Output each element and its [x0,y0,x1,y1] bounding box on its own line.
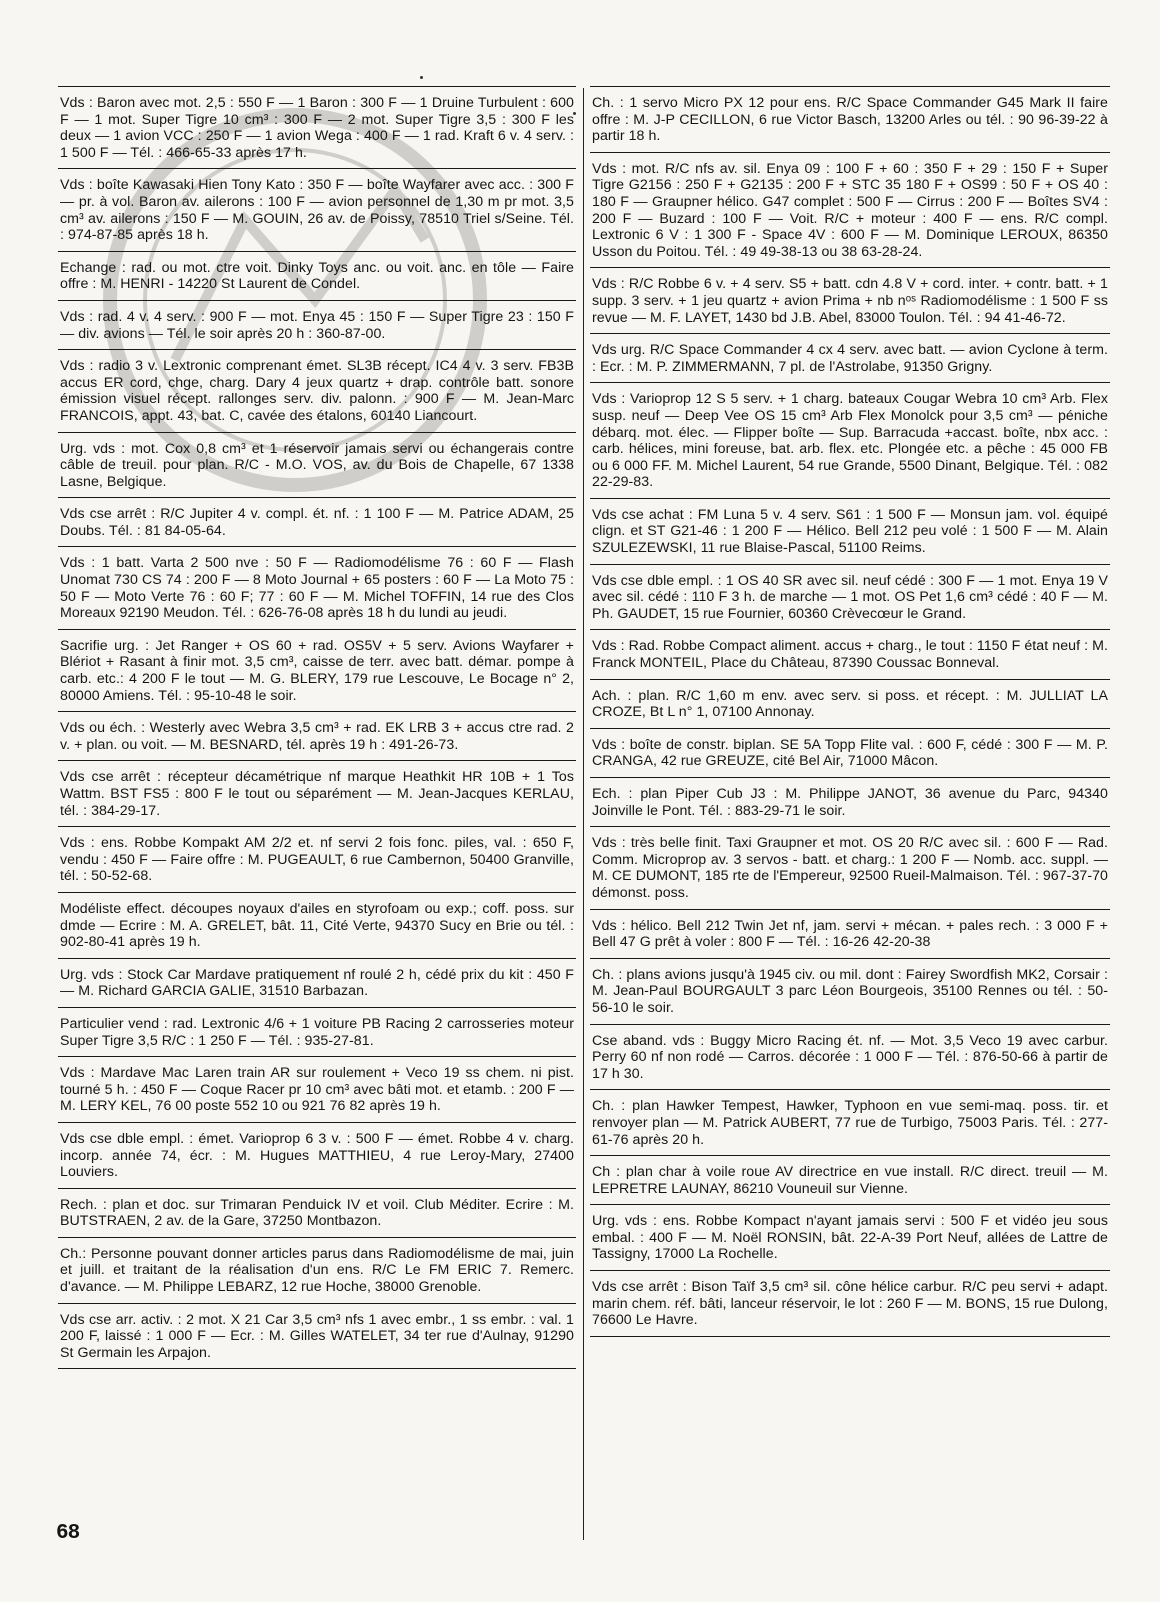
classified-ad: Vds cse arrêt : R/C Jupiter 4 v. compl. ét. nf. : 1 100 F — M. Patrice ADAM, 25 Doubs. Tél. : 81 84-05-64. [58,497,576,546]
classified-ad: Vds : ens. Robbe Kompakt AM 2/2 et. nf servi 2 fois fonc. piles, val. : 650 F, vendu : 450 F — Faire offre : M. PUGEAULT, 6 rue Cambernon, 50400 Granville, tél. : 50-52-68. [58,826,576,892]
classified-ad: Vds : Rad. Robbe Compact aliment. accus + charg., le tout : 1150 F état neuf : M. Franck MONTEIL, Place du Château, 87390 Coussac Bonneval. [590,629,1110,678]
classified-ad: Vds urg. R/C Space Commander 4 cx 4 serv. avec batt. — avion Cyclone à term. : Ecr. : M. P. ZIMMERMANN, 7 pl. de l'Astrolabe, 91350 Grigny. [590,333,1110,382]
classified-ad: Vds : radio 3 v. Lextronic comprenant émet. SL3B récept. IC4 4 v. 3 serv. FB3B accus ER cord, chge, charg. Dary 4 jeux quartz + drap. contrôle batt. sonore émission visuel récept. rallonges serv. div. palonn. : 900 F — M. Jean-Marc FRANCOIS, appt. 43, bat. C, cavée des étalons, 60140 Liancourt. [58,349,576,431]
classified-ad: Ch. : plans avions jusqu'à 1945 civ. ou mil. dont : Fairey Swordfish MK2, Corsair : M. Jean-Paul BOURGAULT 3 parc Léon Bourgeois, 35100 Rennes ou tél. : 50-56-10 le soir. [590,958,1110,1024]
classified-ad: Rech. : plan et doc. sur Trimaran Penduick IV et voil. Club Méditer. Ecrire : M. BUTSTRAEN, 2 av. de la Gare, 37250 Montbazon. [58,1188,576,1237]
right-column [590,86,1110,1337]
classified-ad: Vds : Varioprop 12 S 5 serv. + 1 charg. bateaux Cougar Webra 10 cm³ Arb. Flex susp. neuf — Deep Vee OS 15 cm³ Arb Flex Monolck pour 3,5 cm³ — péniche débarq. mot. élec. — Flipper boîte — Sup. Barracuda +accast. boîte, nbx acc. : carb. hélices, mini foreuse, bat. arb. flex. etc. Plongée etc. a pêche : 45 000 FB ou 6 000 FF. M. Michel Laurent, 54 rue Grande, 5500 Dinant, Belgique. Tél. : 082 22-29-83. [590,382,1110,498]
classified-ad: Vds : mot. R/C nfs av. sil. Enya 09 : 100 F + 60 : 350 F + 29 : 150 F + Super Tigre G2156 : 250 F + G2135 : 200 F + STC 35 180 F + OS99 : 50 F + OS 40 : 180 F — Graupner hélico. G47 complet : 500 F — Cirrus : 200 F — Boîtes SV4 : 200 F — Buzard : 100 F — Voit. R/C + moteur : 400 F — ens. R/C compl. Lextronic 6 V : 1 300 F - Space 4V : 600 F — M. Dominique LEROUX, 86350 Usson du Poitou. Tél. : 49 49-38-13 ou 38 63-28-24. [590,152,1110,268]
column-divider [583,88,584,1540]
classified-ad: Ch.: Personne pouvant donner articles parus dans Radiomodélisme de mai, juin et juill. et traitant de la réalisation d'un ens. R/C Le FM ERIC 7. Remerc. d'avance. — M. Philippe LEBARZ, 12 rue Hoche, 38000 Grenoble. [58,1237,576,1303]
classified-ad: Vds cse dble empl. : 1 OS 40 SR avec sil. neuf cédé : 300 F — 1 mot. Enya 19 V avec sil. cédé : 110 F 3 h. de marche — 1 mot. OS Pet 1,6 cm³ cédé : 40 F — M. Ph. GAUDET, 15 rue Fournier, 60360 Crèvecœur le Grand. [590,564,1110,630]
classified-ad: Vds : boîte de constr. biplan. SE 5A Topp Flite val. : 600 F, cédé : 300 F — M. P. CRANGA, 42 rue GREUZE, cité Bel Air, 71000 Mâcon. [590,728,1110,777]
classified-ad: Vds cse arr. activ. : 2 mot. X 21 Car 3,5 cm³ nfs 1 avec embr., 1 ss embr. : val. 1 200 F, laissé : 1 000 F — Ecr. : M. Gilles WATELET, 34 ter rue d'Aulnay, 91290 St Germain les Arpajon. [58,1303,576,1370]
print-speck [420,76,423,79]
classified-ad: Ch. : 1 servo Micro PX 12 pour ens. R/C Space Commander G45 Mark II faire offre : M. J-P CECILLON, 6 rue Victor Basch, 13200 Arles ou tél. : 90 96-39-22 à partir 18 h. [590,86,1110,152]
classified-ad: Urg. vds : ens. Robbe Kompact n'ayant jamais servi : 500 F et vidéo jeu sous embal. : 400 F — M. Noël RONSIN, bât. 22-A-39 Port Neuf, allées de Lattre de Tassigny, 17000 La Rochelle. [590,1204,1110,1270]
classified-ad: Modéliste effect. découpes noyaux d'ailes en styrofoam ou exp.; coff. poss. sur dmde — Ecrire : M. A. GRELET, bât. 11, Cité Verte, 94370 Sucy en Brie ou tél. : 902-80-41 après 19 h. [58,892,576,958]
classified-ad: Vds : R/C Robbe 6 v. + 4 serv. S5 + batt. cdn 4.8 V + cord. inter. + contr. batt. + 1 supp. 3 serv. + 1 jeu quartz + avion Prima + nb nᵒˢ Radiomodélisme : 1 500 F ss revue — M. F. LAYET, 1430 bd J.B. Abel, 83000 Toulon. Tél. : 94 41-46-72. [590,267,1110,333]
classified-ad: Vds : hélico. Bell 212 Twin Jet nf, jam. servi + mécan. + pales rech. : 3 000 F + Bell 47 G prêt à voler : 800 F — Tél. : 16-26 42-20-38 [590,909,1110,958]
classified-ad: Urg. vds : Stock Car Mardave pratiquement nf roulé 2 h, cédé prix du kit : 450 F — M. Richard GARCIA GALIE, 31510 Barbazan. [58,958,576,1007]
classified-ad: Echange : rad. ou mot. ctre voit. Dinky Toys anc. ou voit. anc. en tôle — Faire offre : M. HENRI - 14220 St Laurent de Condel. [58,251,576,300]
classified-ad: Ach. : plan. R/C 1,60 m env. avec serv. si poss. et récept. : M. JULLIAT LA CROZE, Bt L n° 1, 07100 Annonay. [590,679,1110,728]
page-number: 68 [56,1522,80,1545]
classified-ad: Vds : rad. 4 v. 4 serv. : 900 F — mot. Enya 45 : 150 F — Super Tigre 23 : 150 F — div. avions — Tél. le soir après 20 h : 360-87-00. [58,300,576,349]
classified-ad: Vds cse arrêt : Bison Taïf 3,5 cm³ sil. cône hélice carbur. R/C peu servi + adapt. marin chem. réf. bâti, lanceur réservoir, le lot : 260 F — M. BONS, 15 rue Dulong, 76600 Le Havre. [590,1270,1110,1337]
classified-ad: Vds : Mardave Mac Laren train AR sur roulement + Veco 19 ss chem. ni pist. tourné 5 h. : 450 F — Coque Racer pr 10 cm³ avec bâti mot. et etamb. : 200 F — M. LERY KEL, 76 00 poste 552 10 ou 921 76 82 après 19 h. [58,1056,576,1122]
classified-ad: Urg. vds : mot. Cox 0,8 cm³ et 1 réservoir jamais servi ou échangerais contre câble de treuil. pour plan. R/C - M.O. VOS, av. du Bois de Chapelle, 67 1338 Lasne, Belgique. [58,432,576,498]
classified-ad: Vds : Baron avec mot. 2,5 : 550 F — 1 Baron : 300 F — 1 Druine Turbulent : 600 F — 1 mot. Super Tigre 10 cm³ : 300 F — 2 mot. Super Tigre 3,5 : 300 F les deux — 1 avion VCC : 250 F — 1 avion Wega : 400 F — 1 rad. Kraft 6 v. 4 serv. : 1 500 F — Tél. : 466-65-33 après 17 h. [58,86,576,168]
classified-ad: Vds cse arrêt : récepteur décamétrique nf marque Heathkit HR 10B + 1 Tos Wattm. BST FS5 : 800 F le tout ou séparément — M. Jean-Jacques KERLAU, tél. : 384-29-17. [58,760,576,826]
classified-ad: Vds cse achat : FM Luna 5 v. 4 serv. S61 : 1 500 F — Monsun jam. vol. équipé clign. et ST G21-46 : 1 200 F — Hélico. Bell 212 peu volé : 1 500 F — M. Alain SZULEZEWSKI, 11 rue Blaise-Pascal, 51100 Reims. [590,498,1110,564]
classified-ad: Cse aband. vds : Buggy Micro Racing ét. nf. — Mot. 3,5 Veco 19 avec carbur. Perry 60 nf non rodé — Carros. décorée : 1 000 F — Tél. : 876-50-66 à partir de 17 h 30. [590,1024,1110,1090]
classified-ad: Ech. : plan Piper Cub J3 : M. Philippe JANOT, 36 avenue du Parc, 94340 Joinville le Pont. Tél. : 883-29-71 le soir. [590,777,1110,826]
classified-ad: Ch. : plan Hawker Tempest, Hawker, Typhoon en vue semi-maq. poss. tir. et renvoyer plan — M. Patrick AUBERT, 77 rue de Turbigo, 75003 Paris. Tél. : 277-61-76 après 20 h. [590,1089,1110,1155]
classified-ad: Vds : 1 batt. Varta 2 500 nve : 50 F — Radiomodélisme 76 : 60 F — Flash Unomat 730 CS 74 : 200 F — 8 Moto Journal + 65 posters : 60 F — La Moto 75 : 50 F — Moto Verte 76 : 60 F; 77 : 60 F — M. Michel TOFFIN, 14 rue des Clos Moreaux 92190 Meudon. Tél. : 626-76-08 après 18 h du lundi au jeudi. [58,546,576,628]
classified-ad: Ch : plan char à voile roue AV directrice en vue install. R/C direct. treuil — M. LEPRETRE LAUNAY, 86210 Vouneuil sur Vienne. [590,1155,1110,1204]
classified-ad: Vds ou éch. : Westerly avec Webra 3,5 cm³ + rad. EK LRB 3 + accus ctre rad. 2 v. + plan. ou voit. — M. BESNARD, tél. après 19 h : 491-26-73. [58,711,576,760]
classified-ad: Vds cse dble empl. : émet. Varioprop 6 3 v. : 500 F — émet. Robbe 4 v. charg. incorp. année 74, écr. : M. Hugues MATTHIEU, 4 rue Leroy-Mary, 27400 Louviers. [58,1122,576,1188]
classified-ad: Vds : très belle finit. Taxi Graupner et mot. OS 20 R/C avec sil. : 600 F — Rad. Comm. Microprop av. 3 servos - batt. et charg.: 1 200 F — Nomb. acc. suppl. — M. CE DUMONT, 185 rte de l'Empereur, 92500 Rueil-Malmaison. Tél. : 967-37-70 démonst. poss. [590,826,1110,908]
classified-ad: Sacrifie urg. : Jet Ranger + OS 60 + rad. OS5V + 5 serv. Avions Wayfarer + Blériot + Rasant à finir mot. 3,5 cm³, caisse de terr. avec batt. démar. pompe à carb. etc.: 4 200 F le tout — M. G. BLERY, 179 rue Lescouve, Le Bocage n° 2, 80000 Amiens. Tél. : 95-10-48 le soir. [58,629,576,711]
left-column [58,86,576,1369]
classified-ad: Vds : boîte Kawasaki Hien Tony Kato : 350 F — boîte Wayfarer avec acc. : 300 F — pr. à vol. Baron av. ailerons : 100 F — avion personnel de 1,30 m pr mot. 3,5 cm³ av. ailerons : 150 F — M. GOUIN, 26 av. de Poissy, 78510 Triel s/Seine. Tél. : 974-87-85 après 18 h. [58,168,576,250]
classified-ad: Particulier vend : rad. Lextronic 4/6 + 1 voiture PB Racing 2 carrosseries moteur Super Tigre 3,5 R/C : 1 250 F — Tél. : 935-27-81. [58,1007,576,1056]
